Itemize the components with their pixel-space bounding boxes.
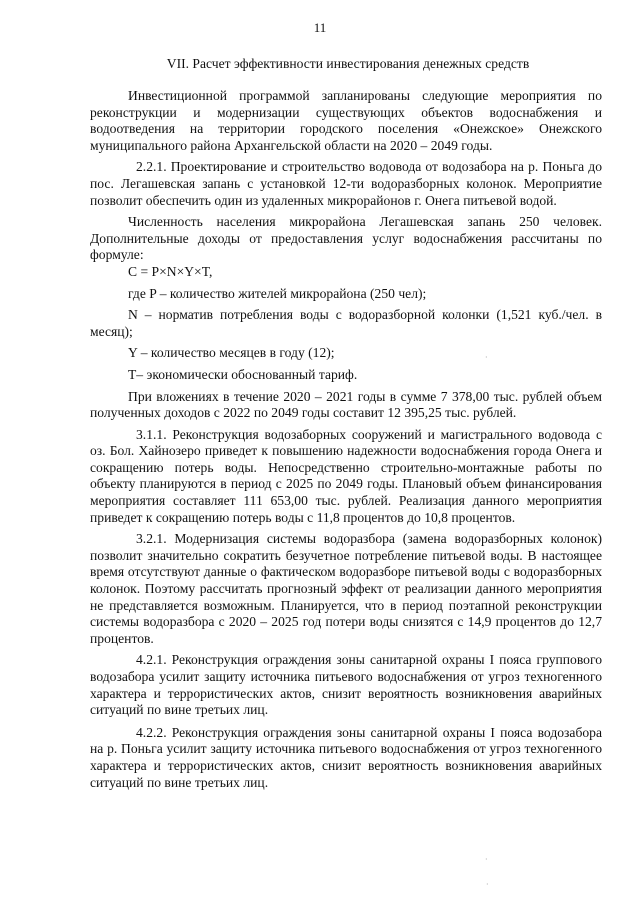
paragraph-intro: Инвестиционной программой запланированы следующие мероприятия по реконструкции и модернизации существующих объектов водоснабжения и водоотведения на территории городского поселения «Онежское» Онежского муниципального района Архангельской области на 2020 – 2049 годы.	[90, 88, 602, 153]
definition-y: Y – количество месяцев в году (12);	[128, 345, 335, 361]
formula: С = P×N×Y×T,	[128, 263, 213, 279]
paragraph-item-2-2-1: 2.2.1. Проектирование и строительство водовода от водозабора на р. Поньга до пос. Легашевская запань с установкой 12-ти водоразборных колонок. Мероприятие позволит обеспечить один из удаленных микрорайонов г. Онега питьевой водой.	[90, 159, 602, 208]
paragraph-item-3-2-1: 3.2.1. Модернизация системы водоразбора (замена водоразборных колонок) позволит значительно сократить безучетное потребление питьевой воды. В настоящее время отсутствуют данные о фактическом водоразборе питьевой воды с водоразборных колонок. Поэтому рассчитать прогнозный эффект от реализации данного мероприятия не представляется возможным. Планируется, что в период поэтапной реконструкции системы водоразбора с 2020 – 2025 год потери воды снизятся с 14,9 процентов до 12,7 процентов.	[90, 531, 602, 646]
document-body	[90, 88, 602, 791]
definition-p: где P – количество жителей микрорайона (250 чел);	[128, 285, 427, 301]
paragraph-population: Численность населения микрорайона Легашевская запань 250 человек. Дополнительные доходы от предоставления услуг водоснабжения рассчитаны по формуле:	[90, 214, 602, 263]
definition-n: N – норматив потребления воды с водоразборной колонки (1,521 куб./чел. в месяц);	[90, 307, 602, 339]
section-heading: VII. Расчет эффективности инвестирования денежных средств	[166, 56, 530, 71]
definition-t: T– экономически обоснованный тариф.	[128, 366, 358, 382]
paragraph-item-3-1-1: 3.1.1. Реконструкция водозаборных сооружений и магистрального водовода с оз. Бол. Хайнозеро приведет к повышению надежности водоснабжения города Онега и сокращению потерь воды. Непосредственно строительно-монтажные работы по объекту планируются в период с 2025 по 2049 годы. Плановый объем финансирования мероприятия составляет 111 653,00 тыс. рублей. Реализация данного мероприятия приведет к сокращению потерь воды с 11,8 процентов до 10,8 процентов.	[90, 426, 602, 525]
scan-speck: ·	[485, 855, 488, 864]
paragraph-item-4-2-2: 4.2.2. Реконструкция ограждения зоны санитарной охраны I пояса водозабора на р. Поньга усилит защиту источника питьевого водоснабжения от угроз техногенного характера и террористических актов, снизит вероятность возникновения аварийных ситуаций по вине третьих лиц.	[90, 724, 602, 790]
scan-speck: ·	[486, 880, 489, 889]
paragraph-item-4-2-1: 4.2.1. Реконструкция ограждения зоны санитарной охраны I пояса группового водозабора усилит защиту источника питьевого водоснабжения от угроз техногенного характера и террористических актов, снизит вероятность возникновения аварийных ситуаций по вине третьих лиц.	[90, 652, 602, 718]
scan-speck: ·	[485, 353, 488, 362]
page-number: 11	[313, 20, 327, 35]
paragraph-investment: При вложениях в течение 2020 – 2021 годы в сумме 7 378,00 тыс. рублей объем полученных доходов с 2022 по 2049 годы составит 12 395,25 тыс. рублей.	[90, 388, 602, 421]
